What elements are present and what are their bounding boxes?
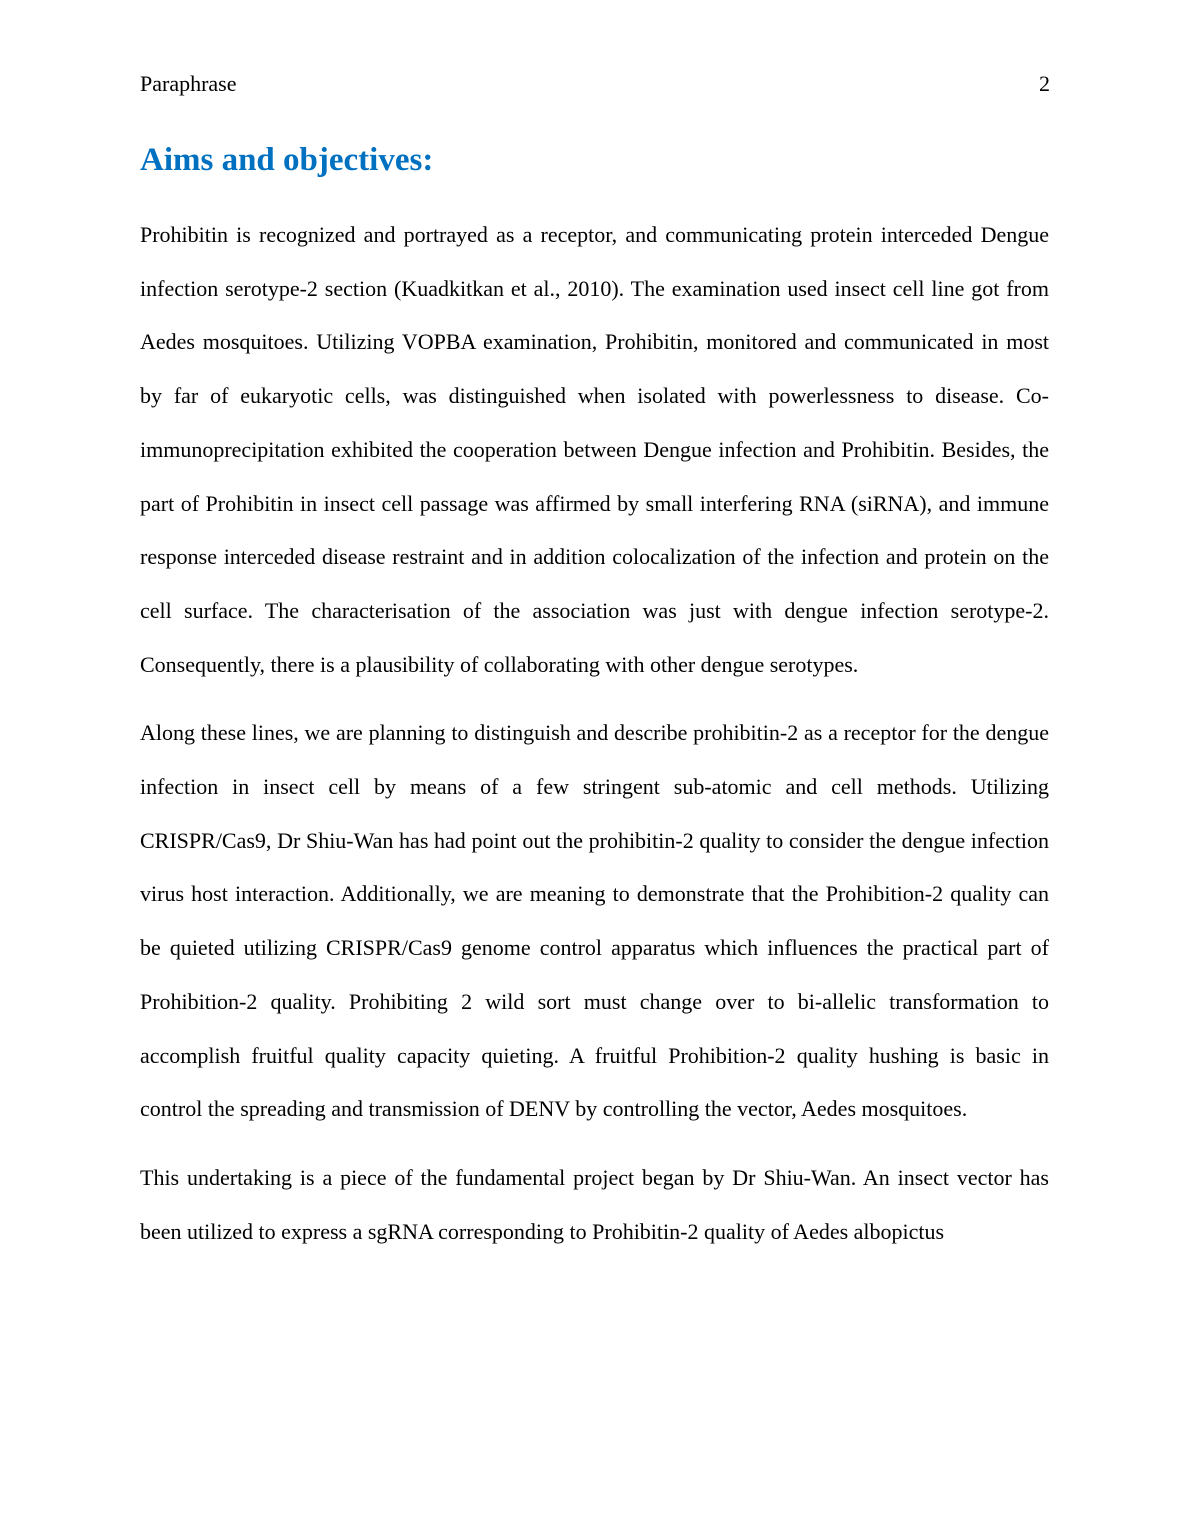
paragraph-3: This undertaking is a piece of the fundamental project began by Dr Shiu-Wan. An insect vector has been utilized to express a sgRNA corresponding to Prohibitin-2 quality of Aedes albopictus: [140, 1164, 1049, 1244]
section-heading: Aims and objectives:: [140, 142, 434, 178]
page-number: 2: [1039, 71, 1050, 96]
running-title: Paraphrase: [140, 71, 237, 96]
paragraph-1: Prohibitin is recognized and portrayed as a receptor, and communicating protein interceded Dengue infection serotype-2 section (Kuadkitkan et al., 2010). The examination used insect cell line got from Aedes mosquitoes. Utilizing VOPBA examination, Prohibitin, monitored and communicated in most by far of eukaryotic cells, was distinguished when isolated with powerlessness to disease. Co-immunoprecipitation exhibited the cooperation between Dengue infection and Prohibitin. Besides, the part of Prohibitin in insect cell passage was affirmed by small interfering RNA (siRNA), and immune response interceded disease restraint and in addition colocalization of the infection and protein on the cell surface. The characterisation of the association was just with dengue infection serotype-2. Consequently, there is a plausibility of collaborating with other dengue serotypes.: [140, 222, 1049, 677]
paragraph-2: Along these lines, we are planning to distinguish and describe prohibitin-2 as a receptor for the dengue infection in insect cell by means of a few stringent sub-atomic and cell methods. Utilizing CRISPR/Cas9, Dr Shiu-Wan has had point out the prohibitin-2 quality to consider the dengue infection virus host interaction. Additionally, we are meaning to demonstrate that the Prohibition-2 quality can be quieted utilizing CRISPR/Cas9 genome control apparatus which influences the practical part of Prohibition-2 quality. Prohibiting 2 wild sort must change over to bi-allelic transformation to accomplish fruitful quality capacity quieting. A fruitful Prohibition-2 quality hushing is basic in control the spreading and transmission of DENV by controlling the vector, Aedes mosquitoes.: [140, 720, 1049, 1122]
body-text: [140, 208, 1049, 1273]
